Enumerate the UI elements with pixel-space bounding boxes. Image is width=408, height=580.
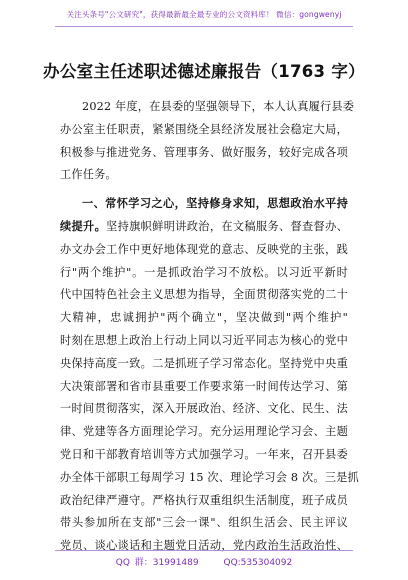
intro-line: 办公室主任职责，紧紧围绕全县经济发展社会稳定大局，: [60, 122, 348, 136]
footer: [0, 555, 408, 568]
intro-line: 2022 年度，在县委的坚强领导下，本人认真履行县委: [82, 100, 355, 113]
paragraph-line: 大决策部署和省市县重要工作要求第一时间传达学习、第: [60, 379, 348, 393]
paragraph-line: 带头参加所在支部"三会一课"、组织生活会、民主评议: [60, 516, 348, 530]
paragraph-line: 政治纪律严遵守。严格执行双重组织生活制度，班子成员: [60, 493, 348, 507]
bottom-divider: [55, 550, 353, 551]
intro-line: 积极参与推进党务、管理事务、做好服务，较好完成各项: [60, 145, 348, 159]
top-divider: [55, 26, 353, 27]
paragraph-line: 大精神，忠诚拥护"两个确立"，坚决做到"两个维护": [60, 311, 348, 325]
paragraph-line: 办文办会工作中更好地体现党的意志、反映党的主张，践: [60, 242, 348, 256]
paragraph-line: 代中国特色社会主义思想为指导，全面贯彻落实党的二十: [60, 288, 348, 302]
intro-line: 工作任务。: [60, 168, 117, 182]
paragraph-line: 一时间贯彻落实，深入开展政治、经济、文化、民生、法: [60, 402, 348, 416]
paragraph-line: 办全体干部职工每周学习 15 次、理论学习会 8 次。三是抓: [60, 470, 359, 484]
document-body: [60, 96, 359, 558]
section-heading-continuation: [60, 216, 348, 239]
paragraph-text: 坚持旗帜鲜明讲政治，在文稿服务、督查督办、: [106, 219, 348, 233]
paragraph-line: 央保持高度一致。二是抓班子学习常态化。坚持党中央重: [60, 356, 348, 370]
section-heading: 一、常怀学习之心，坚持修身求知，思想政治水平持: [82, 197, 348, 211]
paragraph-line: 时刻在思想上政治上行动上同以习近平同志为核心的党中: [60, 333, 348, 347]
paragraph-line: 行"两个维护"。一是抓政治学习不放松。以习近平新时: [60, 265, 348, 279]
paragraph-line: 律、党建等各方面理论学习。充分运用理论学习会、主题: [60, 425, 348, 439]
section-heading-tail: 续提升。: [60, 219, 107, 233]
qq-group-label: QQ 群：31991489: [115, 558, 199, 568]
top-banner: 关注头条号"公文研究"，获得最新最全最专业的公文资料库！ 微信：gongwenyj: [66, 10, 342, 19]
page-title: 办公室主任述职述德述廉报告（1763 字）: [43, 62, 365, 81]
paragraph-line: 党日和干部教育培训等方式加强学习。一年来，召开县委: [60, 447, 348, 461]
paragraph-line: 党员、谈心谈话和主题党日活动，党内政治生活政治性、: [60, 539, 348, 553]
qq-label: QQ:535304092: [223, 558, 293, 568]
